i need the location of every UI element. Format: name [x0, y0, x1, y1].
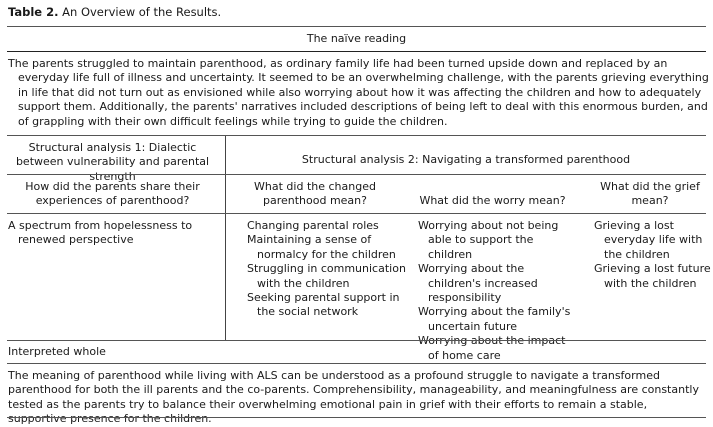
sa2-question-changed-parenthood: What did the changed parenthood mean?: [254, 180, 376, 208]
naive-reading-header: The naïve reading: [306, 32, 407, 45]
naive-reading-text: The parents struggled to maintain parenthood, as ordinary family life had been turned upside down and replaced by an everyday life full of illness and uncertainty. It seemed to be an overwhelming challenge, with the parents grieving everything in life that did not turn out as envisioned while also worrying about how it was affecting the children and how to adequately support them. Additionally, the parents' narratives included descriptions of being left to deal with this enormous burden, and of grappling with their own difficult feelings while trying to guide the children.: [8, 57, 709, 128]
structural-analysis-1-header: Structural analysis 1: Dialectic between vulnerability and parental strength: [15, 141, 210, 183]
structural-analysis-2-header: Structural analysis 2: Navigating a transformed parenthood: [301, 153, 631, 166]
list-item: Worrying about the family's uncertain future: [418, 305, 571, 333]
sa2-question-grief: What did the grief mean?: [600, 180, 700, 208]
sa1-question: How did the parents share their experiences of parenthood?: [25, 180, 200, 208]
rule-interpreted-header: [7, 340, 706, 341]
table-title: An Overview of the Results.: [62, 5, 222, 19]
sa2-changed-parenthood-items: [247, 219, 412, 320]
sa2-question-worry: What did the worry mean?: [419, 194, 566, 207]
list-item: Grieving a lost everyday life with the children: [594, 219, 703, 261]
list-item: Worrying about not being able to support the children: [418, 219, 559, 261]
sa2-worry-items: [418, 219, 578, 363]
list-item: Seeking parental support in the social network: [247, 291, 400, 319]
table-top-rule: [7, 26, 706, 27]
list-item: Worrying about the impact of home care: [418, 334, 566, 362]
list-item: Grieving a lost future with the children: [594, 262, 711, 290]
sa2-grief-items: [594, 219, 713, 291]
table-bottom-rule: [7, 417, 706, 418]
list-item: A spectrum from hopelessness to renewed perspective: [8, 219, 193, 247]
rule-body: [7, 213, 706, 214]
sa1-items: [8, 219, 208, 248]
table-label: Table 2.: [8, 5, 59, 19]
rule-naive-header: [7, 51, 706, 52]
interpreted-whole-header: Interpreted whole: [8, 345, 106, 358]
rule-structural-header: [7, 135, 706, 136]
list-item: Maintaining a sense of normalcy for the children: [247, 233, 396, 261]
table-caption: [8, 5, 221, 19]
list-item: Changing parental roles: [247, 219, 379, 232]
list-item: Worrying about the children's increased responsibility: [418, 262, 538, 305]
list-item: Struggling in communication with the children: [247, 262, 406, 290]
interpreted-whole-text: The meaning of parenthood while living with ALS can be understood as a profound struggle to navigate a transformed parenthood for both the ill parents and the co-parents. Comprehensibility, manageability, and meaningfulness are constantly tested as the parents try to balance their overwhelming emotional pain in grief with their efforts to remain a stable, supportive presence for the children.: [8, 369, 699, 426]
rule-questions: [7, 174, 706, 175]
rule-interpreted-body: [7, 363, 706, 364]
